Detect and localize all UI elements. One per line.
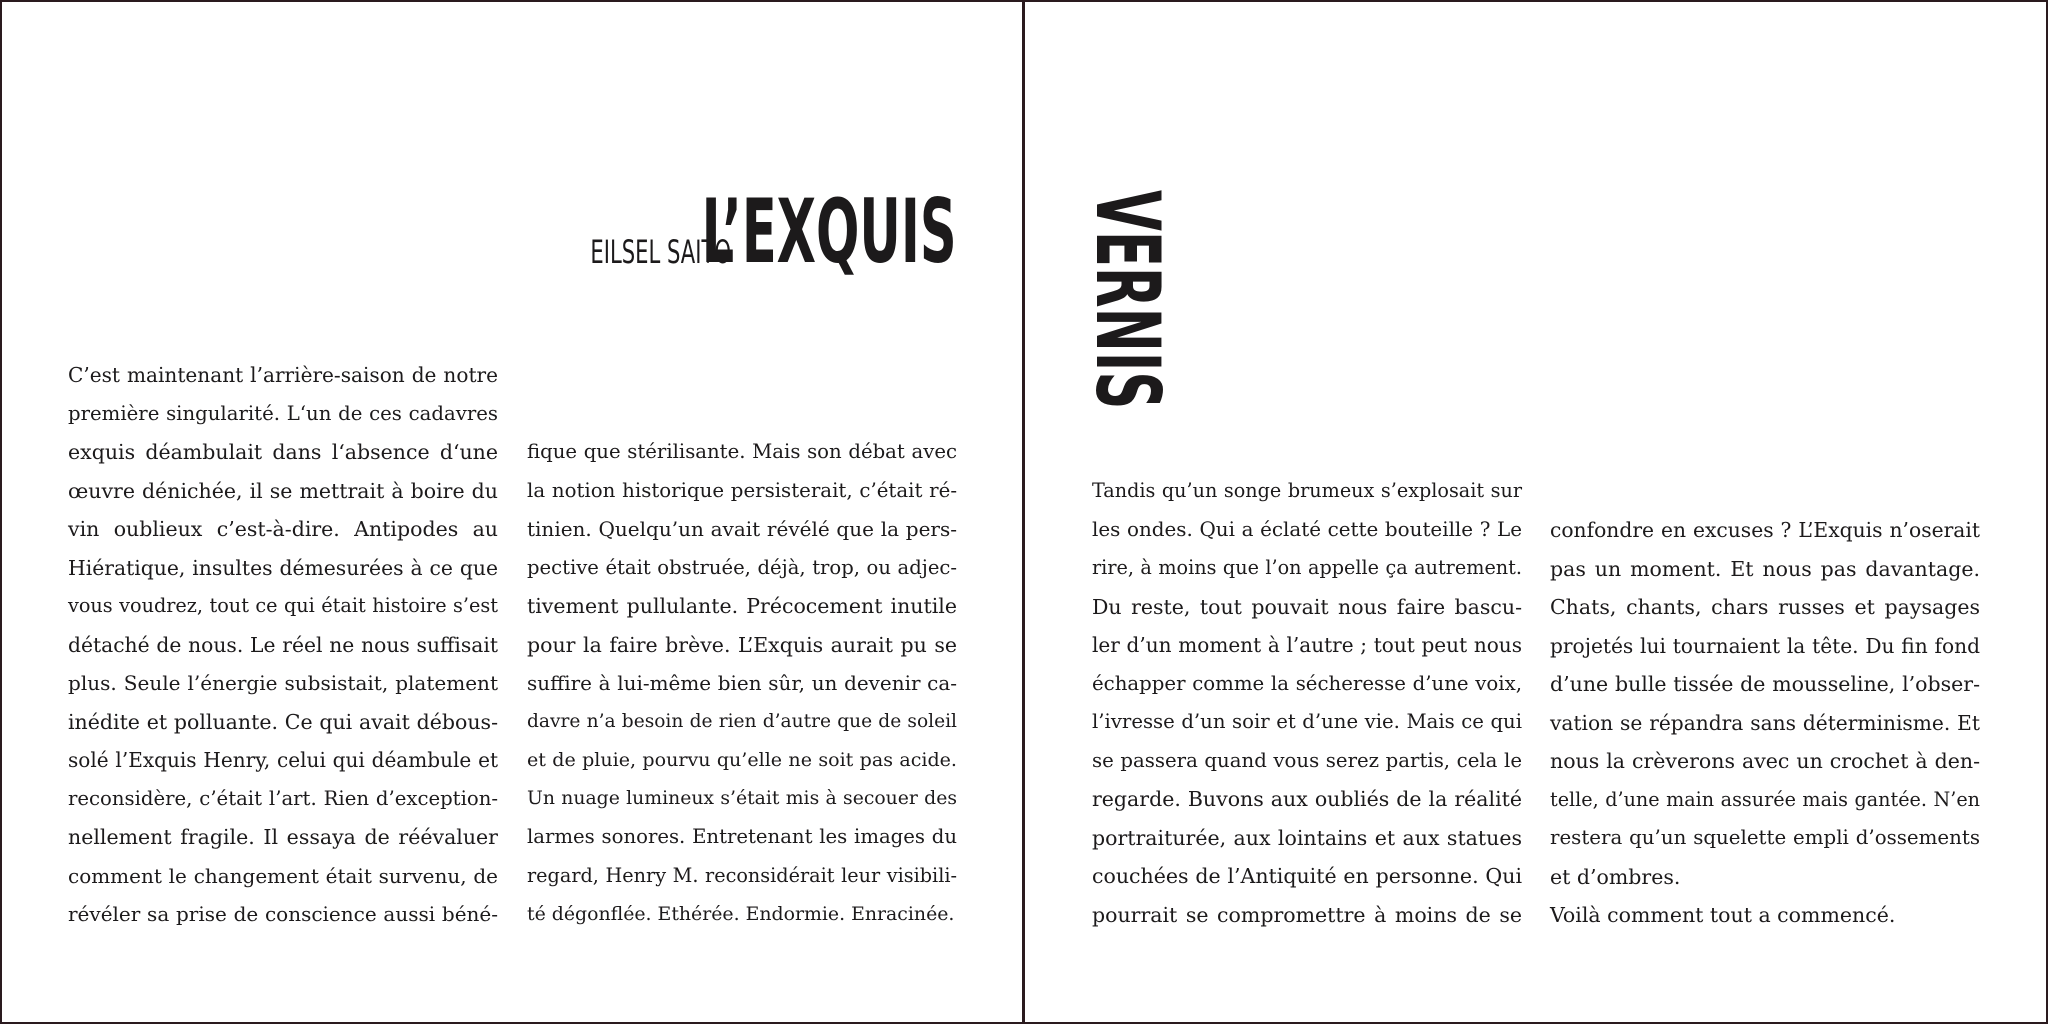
text-line: nellement fragile. Il essaya de réévaluer	[68, 825, 498, 849]
text-line: vation se répandra sans déterminisme. Et	[1550, 710, 1980, 735]
text-line: révéler sa prise de conscience aussi béné-	[68, 902, 498, 926]
text-line: tivement pullulante. Précocement inutile	[527, 594, 957, 618]
text-line: Du reste, tout pouvait nous faire bascu-	[1092, 594, 1522, 619]
text-line: d’une bulle tissée de mousseline, l’obser-	[1550, 672, 1980, 696]
left-page	[0, 0, 1022, 1024]
text-column-4	[1550, 511, 1980, 935]
text-line: davre n’a besoin de rien d’autre que de soleil	[527, 710, 957, 732]
text-line: vous voudrez, tout ce qui était histoire s’est	[68, 594, 498, 617]
page-gutter	[1022, 0, 1025, 1024]
text-line: regarde. Buvons aux oubliés de la réalité	[1092, 787, 1522, 811]
text-line: suffire à lui-même bien sûr, un devenir ca-	[527, 671, 957, 695]
text-line: les ondes. Qui a éclaté cette bouteille ? Le	[1092, 517, 1522, 541]
text-line: inédite et polluante. Ce qui avait débous-	[68, 709, 498, 734]
text-line: Hiératique, insultes démesurées à ce que	[68, 555, 498, 580]
text-line: Chats, chants, chars russes et paysages	[1550, 595, 1980, 619]
text-column-1	[68, 356, 498, 934]
text-line: té dégonflée. Ethérée. Endormie. Enracinée.	[527, 903, 955, 925]
vertical-title-text: VERNIS	[1076, 190, 1179, 410]
text-line: portraiturée, aux lointains et aux statues	[1092, 825, 1522, 850]
text-line: se passera quand vous serez partis, cela le	[1092, 748, 1522, 772]
text-line: C’est maintenant l’arrière-saison de notre	[68, 363, 498, 387]
text-line: échapper comme la sécheresse d’une voix,	[1092, 671, 1522, 695]
text-line: vin oublieux c’est-à-dire. Antipodes au	[68, 517, 498, 541]
vertical-title	[1076, 190, 1179, 410]
text-column-2	[527, 433, 957, 934]
text-line: Voilà comment tout a commencé.	[1550, 903, 1896, 927]
text-line: nous la crèverons avec un crochet à den-	[1550, 749, 1980, 773]
text-line: Tandis qu’un songe brumeux s’explosait sur	[1092, 479, 1522, 502]
text-line: larmes sonores. Entretenant les images du	[527, 825, 957, 848]
text-line: Un nuage lumineux s’était mis à secouer des	[527, 787, 957, 809]
text-line: regard, Henry M. reconsidérait leur visibili-	[527, 863, 957, 887]
text-line: plus. Seule l’énergie subsistait, platement	[68, 671, 498, 695]
text-line: pective était obstruée, déjà, trop, ou adjec-	[527, 555, 957, 579]
text-line: et d’ombres.	[1550, 864, 1681, 889]
text-line: tinien. Quelqu’un avait révélé que la pers-	[527, 517, 957, 541]
text-line: pour la faire brève. L’Exquis aurait pu se	[527, 632, 957, 657]
author-name: EILSEL SAITO	[590, 233, 731, 271]
text-column-3	[1092, 472, 1522, 934]
text-line: première singularité. L‘un de ces cadavres	[68, 401, 498, 425]
text-line: exquis déambulait dans l‘absence d‘une	[68, 440, 498, 464]
text-line: reconsidère, c’était l’art. Rien d’exception-	[68, 786, 498, 810]
text-line: l’ivresse d’un soir et d’une vie. Mais ce qui	[1092, 710, 1522, 733]
text-line: comment le changement était survenu, de	[68, 863, 498, 888]
text-line: couchées de l’Antiquité en personne. Qui	[1092, 864, 1522, 888]
text-line: rire, à moins que l’on appelle ça autrement.	[1092, 556, 1522, 579]
title-block	[537, 176, 957, 283]
text-line: ler d’un moment à l’autre ; tout peut nous	[1092, 633, 1522, 657]
text-line: détaché de nous. Le réel ne nous suffisait	[68, 632, 498, 657]
text-line: et de pluie, pourvu qu’elle ne soit pas acide.	[527, 749, 957, 771]
text-line: la notion historique persisterait, c’était ré-	[527, 478, 957, 502]
text-line: telle, d’une main assurée mais gantée. N’en	[1550, 787, 1980, 811]
text-line: fique que stérilisante. Mais son débat avec	[527, 440, 957, 463]
text-line: restera qu’un squelette empli d’ossements	[1550, 826, 1980, 849]
text-line: pas un moment. Et nous pas davantage.	[1550, 556, 1980, 581]
text-line: confondre en excuses ? L’Exquis n’oserait	[1550, 518, 1980, 542]
book-title: L’EXQUIS	[702, 180, 957, 283]
text-line: œuvre dénichée, il se mettrait à boire du	[68, 478, 498, 503]
text-line: solé l’Exquis Henry, celui qui déambule et	[68, 748, 498, 772]
text-line: pourrait se compromettre à moins de se	[1092, 902, 1522, 927]
text-line: projetés lui tournaient la tête. Du fin fond	[1550, 633, 1980, 658]
